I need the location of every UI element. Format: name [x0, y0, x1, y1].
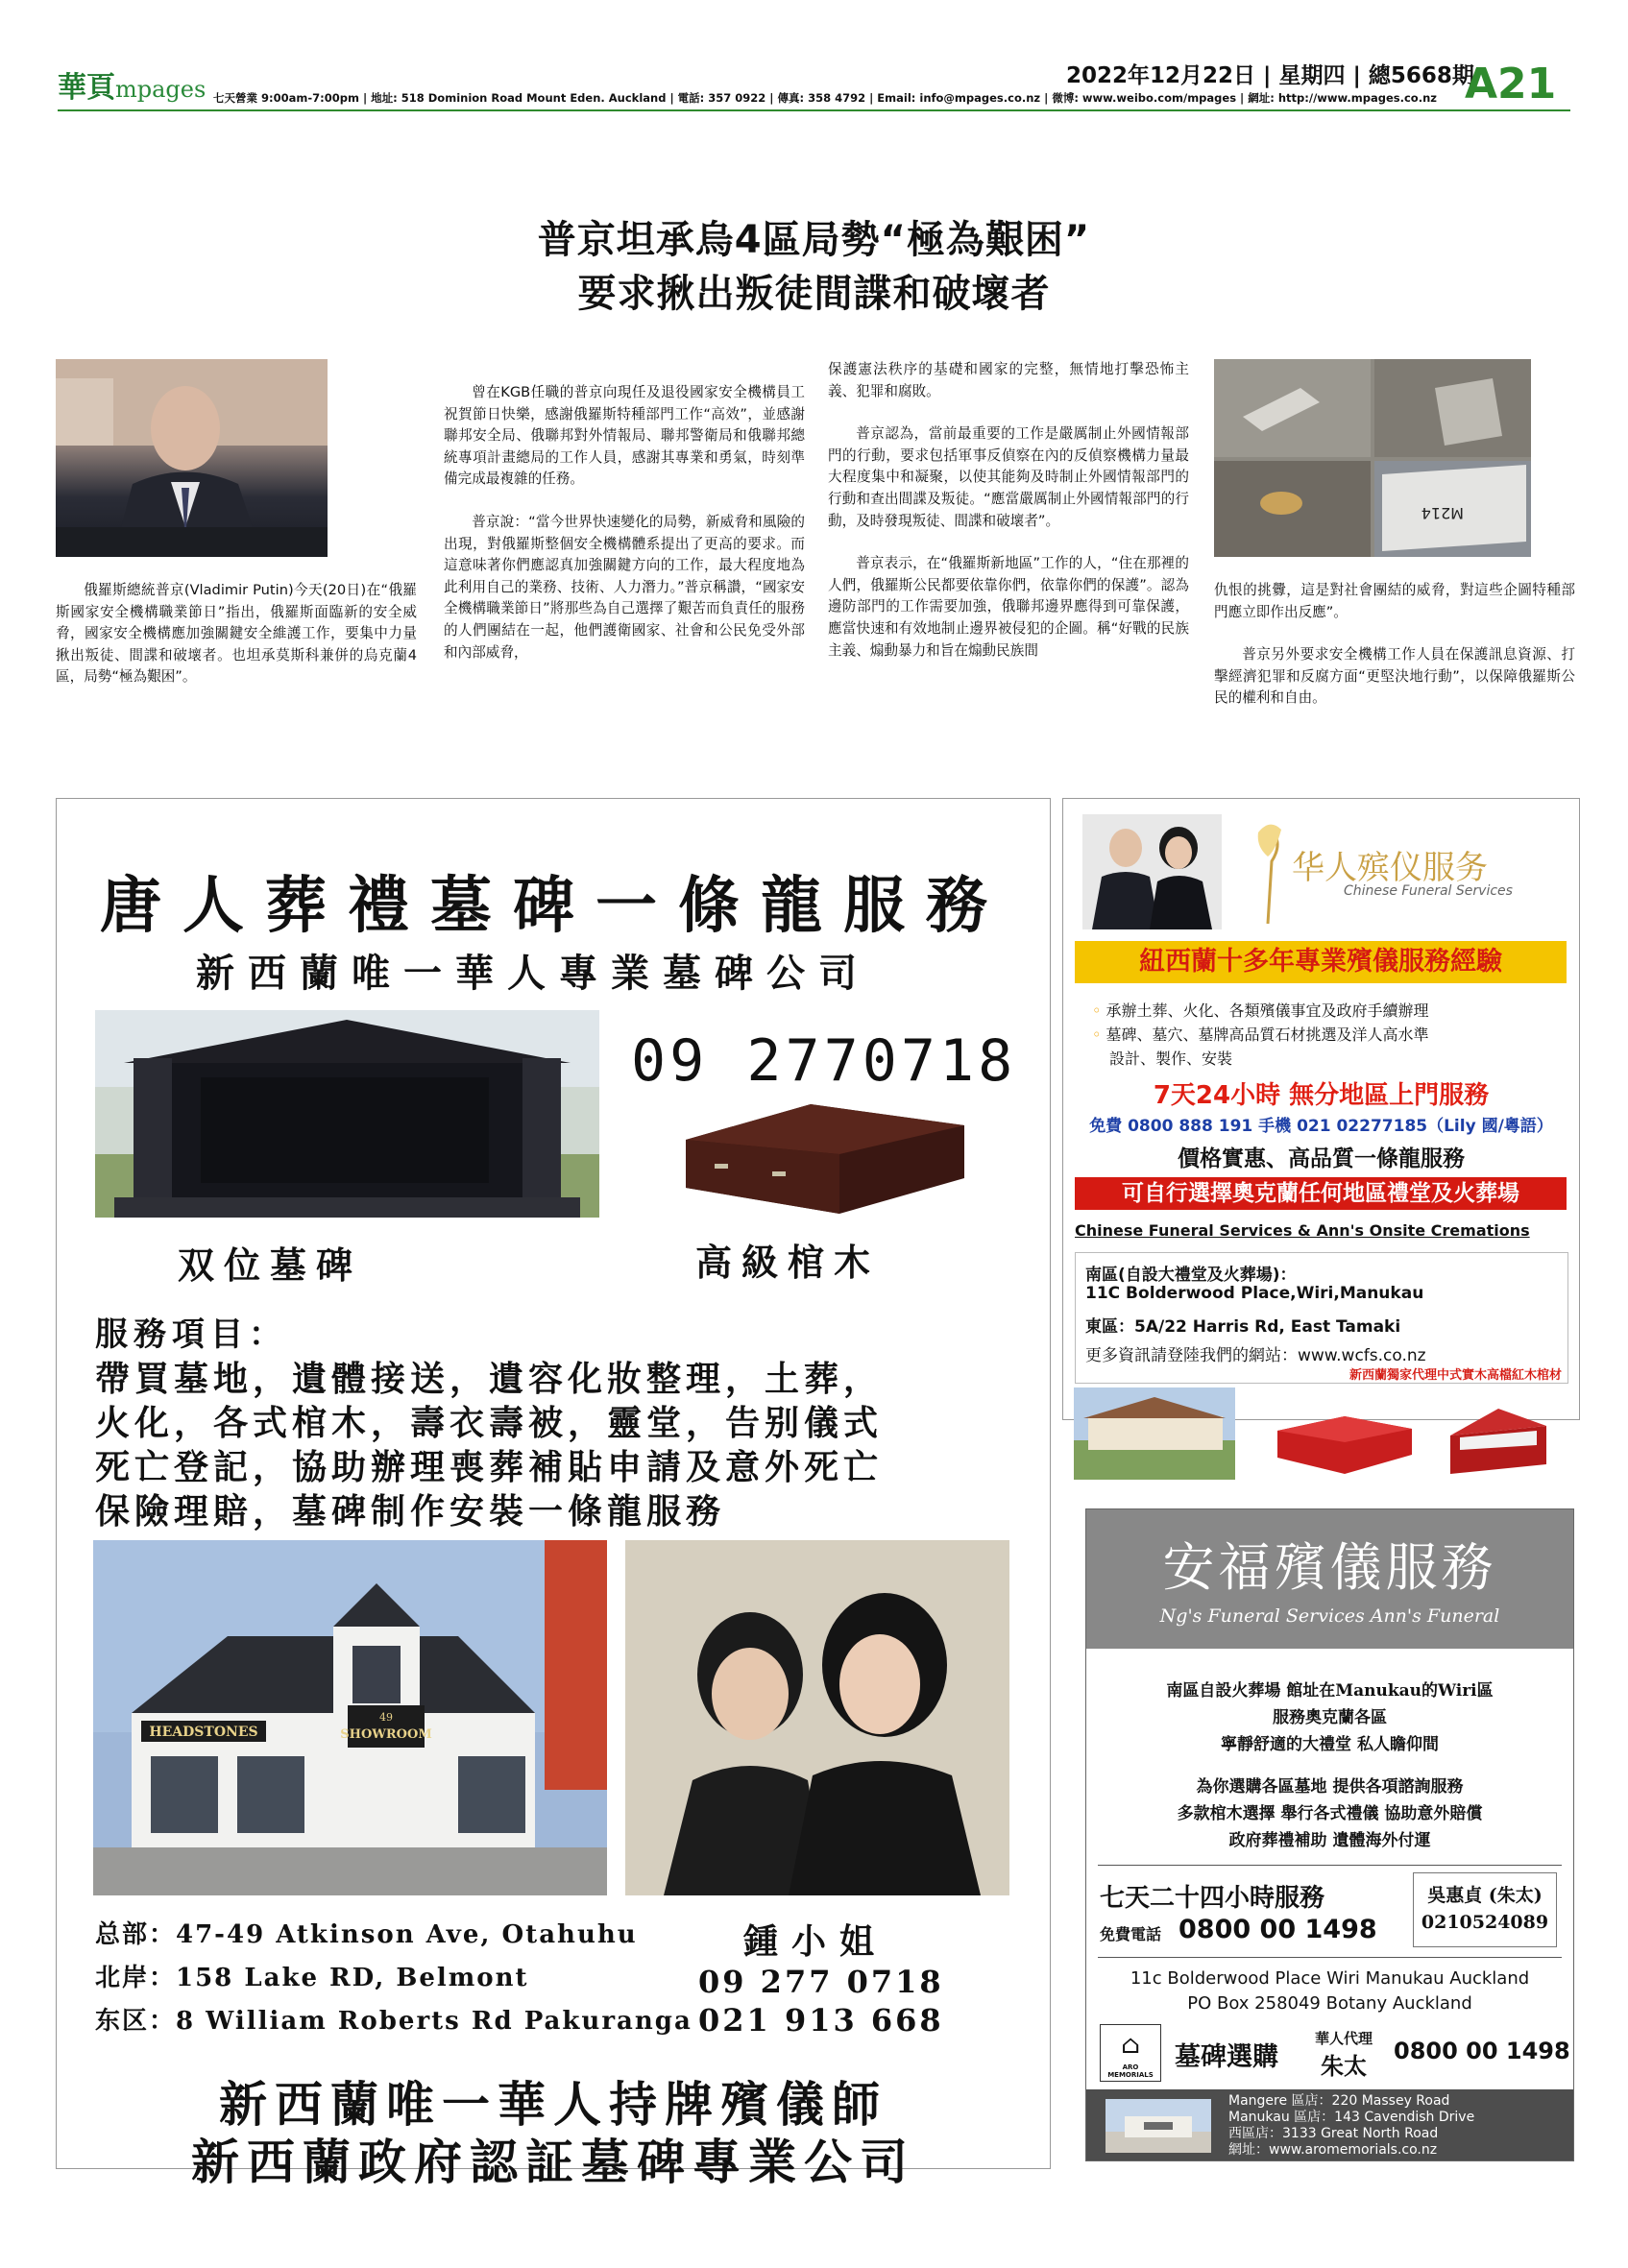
ad-subtitle: 新西蘭唯一華人專業墓碑公司: [196, 951, 870, 996]
divider: [1098, 1957, 1562, 1958]
headstones-sign: HEADSTONES: [149, 1725, 258, 1740]
website-line: 網址：www.aromemorials.co.nz: [1228, 2142, 1438, 2158]
bullet-icon: ◦: [1092, 1001, 1106, 1020]
south-address: 11C Bolderwood Place,Wiri,Manukau: [1085, 1284, 1424, 1303]
calla-lily-icon: [1251, 818, 1289, 924]
putin-figure-illustration: [56, 359, 328, 557]
ngs-funeral-services-ad: [1085, 1508, 1574, 2161]
aro-logo: [1100, 2024, 1161, 2082]
agent-box: [1413, 1872, 1557, 1947]
article-paragraph: 保護憲法秩序的基礎和國家的完整，無情地打擊恐怖主義、犯罪和腐敗。: [828, 361, 1189, 399]
contact-phone-2: 021 913 668: [698, 2002, 944, 2039]
service-line: 政府葬禮補助 遺體海外付運: [1228, 1831, 1431, 1850]
coffin-illustration: [676, 1097, 974, 1221]
drone-debris-illustration: [1214, 359, 1531, 557]
chinese-agent-label: 華人代理: [1315, 2030, 1373, 2047]
caption-coffin: 高級棺木: [695, 1241, 881, 1284]
service-line: 服務奧克蘭各區: [1273, 1708, 1387, 1727]
contact-info-line: 七天營業 9:00am-7:00pm | 地址: 518 Dominion Road Mount Eden. Auckland | 電話: 357 0922 | 傳真: 358 4792 | Email: info@mpages.co.nz | 微博: www.weibo.com/mpages | 網址: http://www.mpages.co.nz: [213, 91, 1437, 105]
tomb-phone: 0800 00 1498: [1394, 2038, 1570, 2064]
article-col-2: [444, 382, 805, 664]
brand-name-en: Chinese Funeral Services: [1344, 883, 1513, 899]
bullet-text: 墓碑、墓穴、墓牌高品質石材挑選及洋人高水準: [1106, 1025, 1429, 1044]
bullet-text: 承辦土葬、火化、各類殯儀事宜及政府手續辦理: [1106, 1001, 1429, 1020]
hours-line: 7天24小時 無分地區上門服務: [1153, 1081, 1490, 1110]
branch-line: 西區店：3133 Great North Road: [1228, 2126, 1439, 2141]
tomb-purchase: 墓碑選購: [1175, 2042, 1278, 2072]
south-heading: 南區(自設大禮堂及火葬場)：: [1085, 1266, 1297, 1285]
experience-banner: 紐西蘭十多年專業殯儀服務經驗: [1075, 941, 1567, 983]
contact-phone-1: 09 277 0718: [698, 1964, 944, 2000]
bullet-text-cont: 設計、製作、安裝: [1109, 1050, 1233, 1068]
caption-tomb: 双位墓碑: [178, 1243, 363, 1287]
phones-line: 免費 0800 888 191 手機 021 02277185（Lily 國/粵語）: [1089, 1117, 1553, 1136]
ad-title: 唐人葬禮墓碑一條龍服務: [100, 870, 1008, 942]
bullet-item: [1092, 999, 1429, 1021]
branch-line: Mangere 區店：220 Massey Road: [1228, 2093, 1450, 2109]
services-heading: 服務項目：: [95, 1315, 287, 1354]
staff-illustration: [1082, 814, 1222, 929]
services-line: 死亡登記，協助辦理喪葬補貼申請及意外死亡: [95, 1447, 884, 1487]
double-headstone-photo: [95, 1010, 599, 1218]
ad-footer-2: 新西蘭政府認証墓碑專業公司: [191, 2134, 915, 2190]
east-address: 東區：5A/22 Harris Rd, East Tamaki: [1085, 1317, 1401, 1337]
agent-name: 吳惠貞 (朱太): [1427, 1885, 1543, 1906]
aro-logo-text: ARO MEMORIALS: [1107, 2063, 1154, 2079]
article-paragraph: 仇恨的挑釁，這是對社會團結的威脅，對這些企圖特種部門應立即作出反應”。: [1214, 582, 1575, 620]
header-divider: [58, 109, 1570, 111]
service-line: 為你選購各區墓地 提供各項諮詢服務: [1196, 1777, 1464, 1797]
headline-line-2: 要求揪出叛徒間諜和破壞者: [577, 272, 1051, 316]
services-line: 保險理賠，墓碑制作安裝一條龍服務: [95, 1491, 726, 1532]
agent-mobile: 0210524089: [1421, 1912, 1549, 1933]
logo-cn: 華頁: [58, 71, 115, 105]
address-box: [1075, 1252, 1568, 1384]
agency-note: 新西蘭獨家代理中式實木高檔紅木棺材: [1349, 1368, 1562, 1383]
red-coffin-photo: [1273, 1411, 1417, 1479]
article-paragraph: 普京認為，當前最重要的工作是嚴厲制止外國情報部門的行動，要求包括軍事反偵察在內的反偵察機構力量最大程度集中和凝聚，以使其能夠及時制止外國情報部門的行動和查出間諜及叛徒。“應當嚴厲制止外國情報部門的行動，及時發現叛徒、間諜和破壞者”。: [828, 425, 1189, 529]
funeral-headstone-ad: [56, 798, 1051, 2190]
headline-line-1: 普京坦承烏4區局勢“極為艱困”: [537, 218, 1091, 262]
article-paragraph: 普京說：“當今世界快速變化的局勢，新威脅和風險的出現，對俄羅斯整個安全機構體系提出了更高的要求。而這意味著你們應認真加強關鍵方向的工作，最大程度地為此利用自己的業務、技術、人力潛力。”普京稱讚，“國家安全機構職業節日”將那些為自己選擇了艱苦而負責任的服務的人們團結在一起，他們護衛國家、社會和公民免受外部和內部威脅，: [444, 513, 805, 661]
service-line: 南區自設火葬場 館址在Manukau的Wiri區: [1166, 1681, 1494, 1701]
service-line: 寧靜舒適的大禮堂 私人瞻仰間: [1221, 1735, 1439, 1754]
article-col-4: [1214, 580, 1575, 710]
english-name: Chinese Funeral Services & Ann's Onsite Cremations: [1075, 1221, 1530, 1240]
drone-debris-photo: [1214, 359, 1531, 557]
ad-footer-1: 新西蘭唯一華人持牌殯儀師: [219, 2076, 887, 2133]
issue-date: 2022年12月22日 | 星期四 | 總5668期: [1066, 63, 1474, 88]
branches-band: [1086, 2089, 1573, 2160]
article-col-3: [828, 359, 1189, 662]
po-box: PO Box 258049 Botany Auckland: [1187, 1993, 1472, 2014]
showroom-number: 49: [379, 1711, 393, 1724]
chapel-photo: [1074, 1387, 1235, 1480]
ad-subtitle: Ng's Funeral Services Ann's Funeral: [1159, 1605, 1500, 1627]
free-call-number: 0800 00 1498: [1178, 1915, 1377, 1944]
article-paragraph: 普京另外要求安全機構工作人員在保護訊息資源、打擊經濟犯罪和反腐方面“更堅決地行動”，以保障俄羅斯公民的權利和自由。: [1214, 646, 1575, 707]
ad-phone: 09 2770718: [631, 1027, 1017, 1095]
article-paragraph: 曾在KGB任職的普京向現任及退役國家安全機構員工祝賀節日快樂，感謝俄羅斯特種部門工作“高效”，並感謝聯邦安全局、俄聯邦對外情報局、聯邦警衛局和俄聯邦總統專項計畫總局的工作人員，感謝其專業和勇氣，時刻準備完成最複雜的任務。: [444, 384, 805, 488]
services-line: 帶買墓地，遺體接送，遺容化妝整理，土葬，: [95, 1359, 884, 1399]
logo-en: mpages: [115, 76, 207, 103]
open-coffin-photo: [1441, 1407, 1556, 1479]
address-hq: 总部：47-49 Atkinson Ave, Otahuhu: [95, 1920, 638, 1949]
address-north: 北岸：158 Lake RD, Belmont: [95, 1964, 529, 1992]
page-number: A21: [1465, 60, 1557, 109]
service-247: 七天二十四小時服務: [1100, 1884, 1325, 1913]
branch-line: Manukau 區店：143 Cavendish Drive: [1228, 2110, 1475, 2125]
showroom-illustration: [93, 1540, 607, 1895]
ad-title: 安福殯儀服務: [1162, 1537, 1497, 1598]
aro-arch-icon: ⌂: [1121, 2031, 1140, 2060]
drone-label: M214: [1421, 504, 1464, 522]
services-line: 火化，各式棺木，壽衣壽被，靈堂，告别儀式: [95, 1403, 884, 1443]
bullet-icon: ◦: [1092, 1025, 1106, 1044]
masthead-logo: [58, 63, 206, 106]
headstone-illustration: [95, 1010, 599, 1218]
staff-photo: [1082, 814, 1222, 929]
contact-person: 鍾小姐: [743, 1921, 888, 1962]
address-east: 东区：8 William Roberts Rd Pakuranga: [95, 2007, 693, 2036]
choose-venue-banner: 可自行選擇奧克蘭任何地區禮堂及火葬場: [1075, 1177, 1567, 1210]
article-paragraph: 普京表示，在“俄羅斯新地區”工作的人，“住在那裡的人們，俄羅斯公民都要依靠你們，依靠你們的保護”。認為邊防部門的工作需要加強，俄聯邦邊界應得到可靠保護，應當快速和有效地制止邊界被侵犯的企圖。稱“好戰的民族主義、煽動暴力和旨在煽動民族間: [828, 555, 1189, 659]
coffin-photo: [676, 1097, 974, 1221]
branch-photo: [1106, 2099, 1211, 2153]
website-line: 更多資訊請登陸我們的網站：www.wcfs.co.nz: [1085, 1346, 1426, 1365]
staff-photo: [625, 1540, 1009, 1895]
showroom-sign: SHOWROOM: [340, 1727, 432, 1742]
free-call-label: 免費電話: [1100, 1925, 1162, 1943]
showroom-photo: [93, 1540, 607, 1895]
street-address: 11c Bolderwood Place Wiri Manukau Auckland: [1130, 1968, 1530, 1989]
staff-illustration: [625, 1540, 1009, 1895]
divider: [1098, 1865, 1562, 1866]
chinese-funeral-services-ad: [1062, 798, 1580, 1420]
putin-photo: [56, 359, 328, 557]
brand-name-cn: 华人殡仪服务: [1292, 849, 1488, 887]
article-col-1: [56, 580, 417, 688]
chinese-agent-name: 朱太: [1321, 2052, 1367, 2080]
service-line: 多款棺木選擇 舉行各式禮儀 協助意外賠償: [1177, 1804, 1483, 1823]
bullet-item: [1092, 1023, 1429, 1045]
quality-line: 價格實惠、高品質一條龍服務: [1178, 1146, 1465, 1171]
article-paragraph: 俄羅斯總統普京(Vladimir Putin)今天(20日)在“俄羅斯國家安全機構職業節日”指出，俄羅斯面臨新的安全威脅，國家安全機構應加強關鍵安全維護工作，要集中力量揪出叛徒、間諜和破壞者。也坦承莫斯科兼併的烏克蘭4區，局勢“極為艱困”。: [56, 582, 417, 686]
